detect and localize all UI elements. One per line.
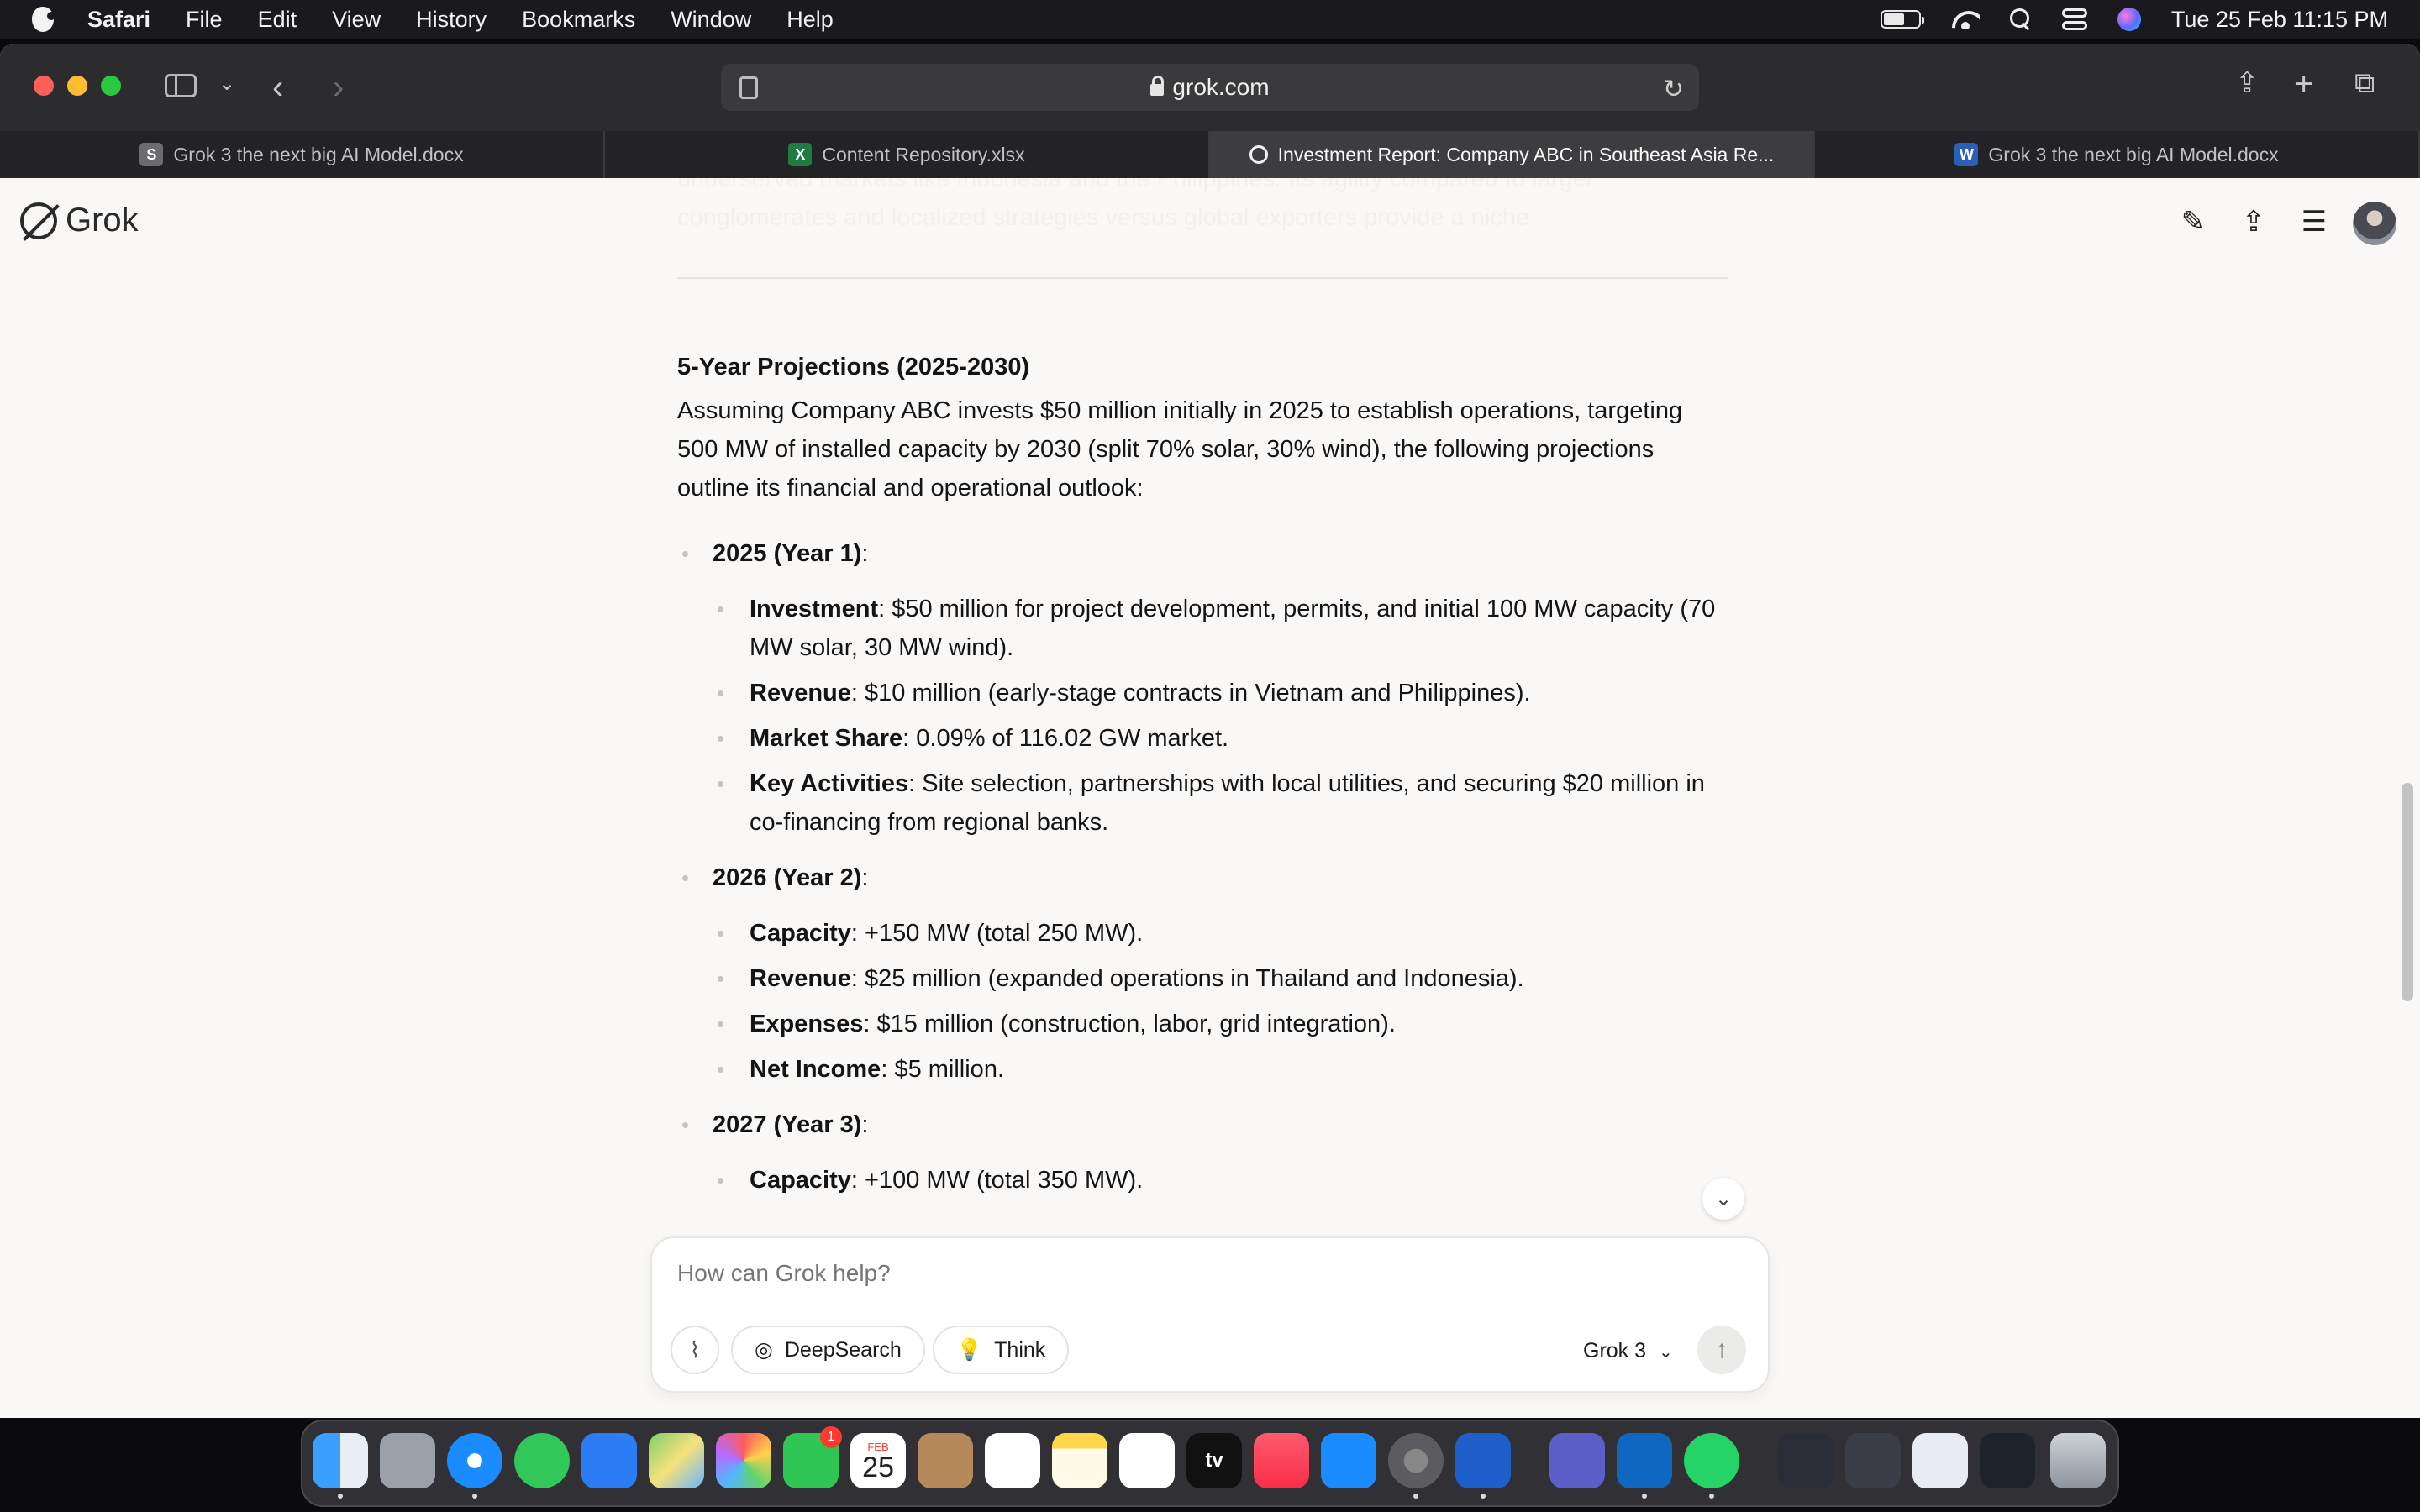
attach-button[interactable] (671, 1326, 719, 1374)
close-window-button[interactable] (34, 76, 54, 96)
section-heading: 5-Year Projections (2025-2030) (677, 354, 1030, 381)
system-settings-icon[interactable] (1388, 1433, 1444, 1488)
chevron-down-icon: ⌄ (1714, 1187, 1733, 1210)
list-item: Revenue: $10 million (early-stage contracts in Vietnam and Philippines). (677, 674, 1728, 712)
scroll-down-button[interactable] (1702, 1178, 1744, 1220)
grok-logo[interactable] (20, 202, 139, 239)
facetime-badge: 1 (820, 1426, 842, 1448)
chevron-down-icon: ⌄ (1658, 1343, 1673, 1362)
tab-content-repository[interactable] (605, 131, 1210, 178)
document-icon: S (139, 143, 163, 166)
mail-icon[interactable] (581, 1433, 637, 1488)
menubar-clock[interactable]: Tue 25 Feb 11:15 PM (2170, 6, 2388, 32)
year-item: 2026 (Year 2): (677, 858, 1728, 897)
list-item: Investment: $50 million for project development, permits, and initial 100 MW capacity (70 MW solar, 30 MW wind). (677, 590, 1728, 667)
menu-help[interactable]: Help (786, 6, 834, 32)
scrollbar[interactable] (2402, 783, 2413, 1001)
think-label: Think (994, 1337, 1046, 1362)
notes-icon[interactable] (1052, 1433, 1107, 1488)
menu-bookmarks[interactable]: Bookmarks (522, 6, 636, 32)
lightbulb-icon: 💡 (956, 1337, 983, 1362)
new-tab-icon[interactable]: + (2294, 66, 2314, 102)
model-selector[interactable] (1583, 1339, 1673, 1363)
minimize-window-button[interactable] (67, 76, 87, 96)
recent-window-thumbnail[interactable] (1845, 1433, 1901, 1488)
calendar-icon[interactable] (850, 1433, 906, 1488)
tab-title: Investment Report: Company ABC in Southeast Asia Re... (1277, 143, 1775, 165)
forward-icon[interactable]: › (333, 69, 345, 106)
model-label: Grok 3 (1583, 1339, 1647, 1362)
brand-name: Grok (66, 202, 139, 239)
sidebar-toggle-icon[interactable] (165, 74, 197, 97)
finder-icon[interactable] (313, 1433, 368, 1488)
menu-history[interactable]: History (416, 6, 487, 32)
history-icon[interactable]: ☰ (2301, 206, 2328, 238)
app-store-icon[interactable] (1321, 1433, 1376, 1488)
recent-window-thumbnail[interactable] (1980, 1433, 2035, 1488)
tab-title: Grok 3 the next big AI Model.docx (1988, 143, 2279, 165)
list-item: Market Share: 0.09% of 116.02 GW market. (677, 719, 1728, 758)
menu-window[interactable]: Window (671, 6, 752, 32)
year-item: 2027 (Year 3): (677, 1105, 1728, 1144)
tab-investment-report[interactable] (1210, 131, 1815, 178)
recent-window-thumbnail[interactable] (1912, 1433, 1968, 1488)
outlook-icon[interactable] (1617, 1433, 1672, 1488)
year-item: 2025 (Year 1): (677, 534, 1728, 573)
tab-title: Content Repository.xlsx (822, 143, 1025, 165)
music-icon[interactable] (1254, 1433, 1309, 1488)
zoom-window-button[interactable] (101, 76, 121, 96)
safari-window (0, 44, 2420, 1418)
paperclip-icon: ⌇ (689, 1336, 701, 1362)
chat-input[interactable] (677, 1260, 1686, 1287)
url-text[interactable]: grok.com (1172, 74, 1270, 100)
grok-logo-icon (20, 202, 57, 239)
list-item: Net Income: $5 million. (677, 1050, 1728, 1089)
safari-icon[interactable] (447, 1433, 502, 1488)
list-item: Key Activities: Site selection, partnerships with local utilities, and securing $20 million in co-financing from regional banks. (677, 764, 1728, 842)
list-item: Revenue: $25 million (expanded operations in Thailand and Indonesia). (677, 959, 1728, 998)
reader-icon[interactable] (739, 76, 758, 99)
menu-view[interactable]: View (332, 6, 381, 32)
trash-icon[interactable] (2050, 1433, 2106, 1488)
word-app-icon[interactable] (1455, 1433, 1511, 1488)
contacts-icon[interactable] (918, 1433, 973, 1488)
arrow-up-icon: ↑ (1715, 1336, 1728, 1363)
reminders-icon[interactable] (985, 1433, 1040, 1488)
calendar-month: FEB (867, 1440, 889, 1453)
deepsearch-button[interactable] (731, 1326, 925, 1374)
chat-composer (650, 1236, 1770, 1393)
tab-bar (0, 131, 2420, 178)
excel-icon: X (788, 143, 812, 166)
word-icon: W (1954, 143, 1978, 166)
menu-edit[interactable]: Edit (257, 6, 297, 32)
share-chat-icon[interactable]: ⇪ (2241, 206, 2266, 238)
browser-toolbar (0, 44, 2420, 131)
spotlight-search-icon[interactable] (2010, 8, 2032, 30)
freeform-icon[interactable] (1119, 1433, 1175, 1488)
tab-overview-icon[interactable]: ⧉ (2354, 67, 2375, 99)
messages-icon[interactable] (514, 1433, 570, 1488)
teams-icon[interactable] (1549, 1433, 1605, 1488)
menu-file[interactable]: File (186, 6, 223, 32)
maps-icon[interactable] (649, 1433, 704, 1488)
apple-icon[interactable] (32, 7, 54, 32)
page-content (0, 178, 2420, 1418)
apple-tv-icon[interactable]: tv (1186, 1433, 1242, 1488)
deepsearch-label: DeepSearch (784, 1337, 902, 1362)
launchpad-icon[interactable] (380, 1433, 435, 1488)
address-bar[interactable] (721, 64, 1699, 111)
avatar[interactable] (2353, 202, 2396, 245)
tab-title: Grok 3 the next big AI Model.docx (173, 143, 464, 165)
menu-bar (0, 0, 2420, 39)
menu-app-name[interactable]: Safari (87, 6, 151, 32)
battery-icon[interactable] (1881, 10, 1921, 29)
think-button[interactable] (933, 1326, 1069, 1374)
app-header (0, 178, 2420, 265)
tab-grok-docx-1[interactable] (0, 131, 605, 178)
grok-tab-icon (1249, 145, 1268, 164)
divider (677, 277, 1728, 279)
wifi-icon[interactable] (1951, 9, 1980, 29)
reload-icon[interactable]: ↻ (1662, 76, 1684, 103)
recent-window-thumbnail[interactable] (1778, 1433, 1833, 1488)
siri-icon[interactable] (2118, 8, 2141, 31)
calendar-day: 25 (862, 1451, 894, 1483)
list-item: Expenses: $15 million (construction, labor, grid integration). (677, 1005, 1728, 1043)
photos-icon[interactable] (716, 1433, 771, 1488)
section-paragraph: Assuming Company ABC invests $50 million initially in 2025 to establish operations, targeting 500 MW of installed capacity by 2030 (split 70% solar, 30% wind), the following projections outline its financial and operational outlook: (677, 397, 1683, 501)
list-item: Capacity: +100 MW (total 350 MW). (677, 1161, 1728, 1200)
tab-grok-docx-2[interactable] (1815, 131, 2420, 178)
share-icon[interactable]: ⇪ (2235, 67, 2260, 99)
list-item: Capacity: +150 MW (total 250 MW). (677, 914, 1728, 953)
send-button[interactable] (1697, 1326, 1746, 1374)
whatsapp-icon[interactable] (1684, 1433, 1739, 1488)
control-center-icon[interactable] (2062, 8, 2087, 30)
chevron-down-icon[interactable]: ⌄ (218, 72, 236, 95)
back-icon[interactable]: ‹ (272, 69, 284, 106)
lock-icon (1150, 84, 1164, 96)
response-article (677, 178, 1728, 1200)
new-chat-icon[interactable]: ✎ (2181, 206, 2206, 238)
deepsearch-icon: ◎ (755, 1338, 773, 1362)
